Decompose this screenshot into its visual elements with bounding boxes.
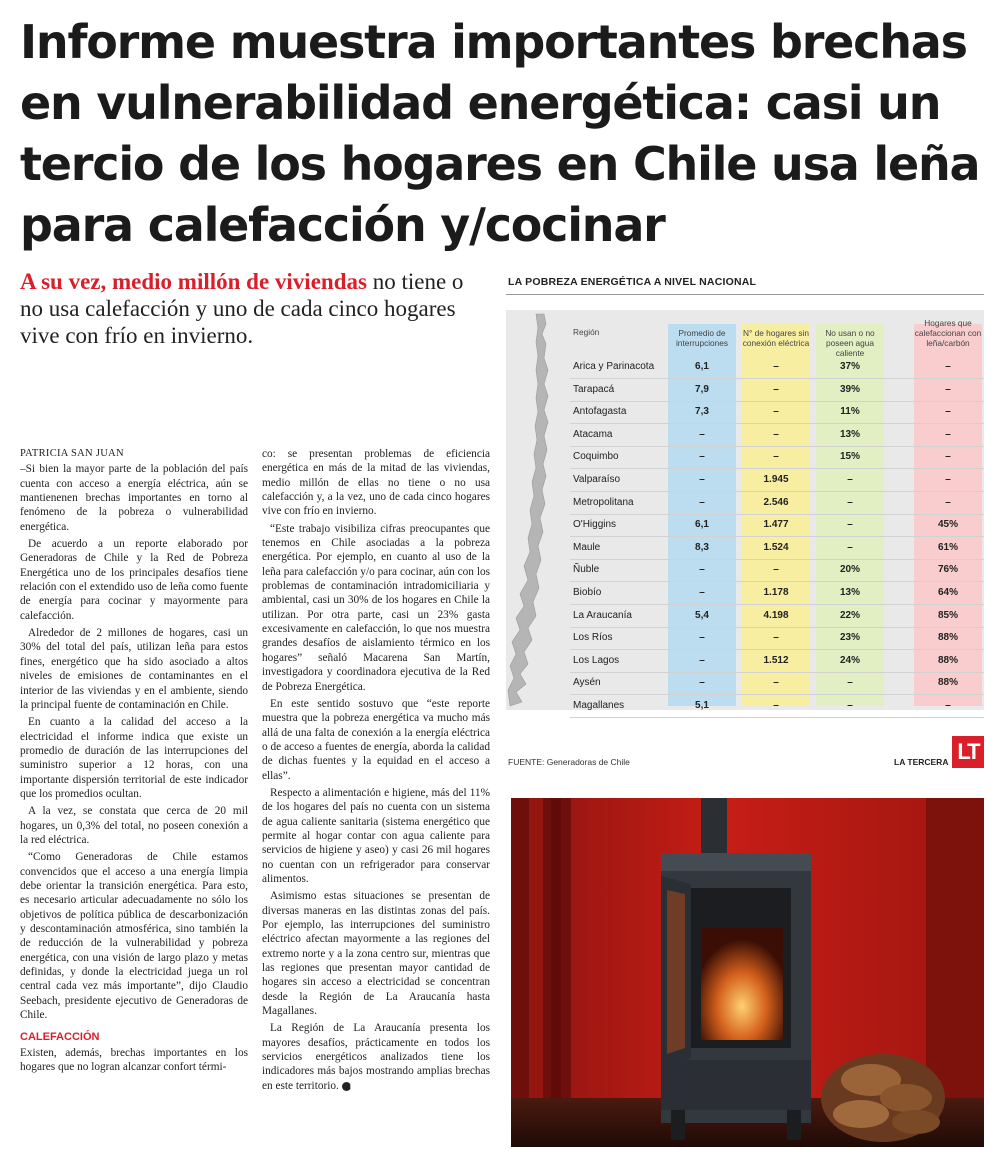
table-row — [506, 695, 984, 718]
article-column-1 — [20, 447, 248, 1077]
cell-agua: – — [847, 496, 853, 508]
cell-interrupciones: – — [699, 473, 705, 485]
table-row — [506, 424, 984, 447]
cell-agua: 24% — [839, 654, 860, 666]
cell-interrupciones: 7,9 — [695, 383, 709, 395]
cell-sin-conexion: – — [773, 361, 779, 372]
header-region: Región — [573, 327, 600, 337]
table-row — [506, 627, 984, 650]
table-row — [506, 492, 984, 515]
cell-sin-conexion: 1.945 — [763, 473, 789, 485]
cell-lena: 61% — [937, 541, 958, 553]
cell-sin-conexion: – — [773, 564, 779, 576]
row-separator — [570, 717, 984, 718]
header-agua: No usan o no poseen agua caliente — [825, 328, 875, 358]
end-mark-icon: P — [342, 1082, 351, 1091]
paragraph: En este sentido sostuvo que “este reporte muestra que la pobreza energética va mucho más allá de una falta de conexión a la energía eléctrica o de acceso a fuentes de energía, aborda la calidad de dichas fuentes y la equidad en el acceso a ellas”. — [262, 697, 490, 782]
region-name: La Araucanía — [573, 609, 632, 621]
cell-lena: 88% — [937, 677, 958, 689]
cell-interrupciones: 7,3 — [695, 406, 709, 418]
cell-sin-conexion: – — [773, 677, 779, 689]
region-name: Metropolitana — [573, 496, 634, 508]
cell-sin-conexion: – — [773, 632, 779, 644]
cell-agua: – — [847, 519, 853, 531]
cell-lena: – — [945, 428, 951, 440]
header-sin-conexion: N° de hogares sin conexión eléctrica — [742, 328, 810, 348]
paragraph: Existen, además, brechas importantes en los hogares que no logran alcanzar confort térmi- — [20, 1046, 248, 1074]
paragraph: A la vez, se constata que cerca de 20 mil hogares, un 0,3% del total, no poseen conexión a la red eléctrica. — [20, 805, 248, 846]
region-name: Aysén — [573, 677, 601, 689]
table-row — [506, 582, 984, 605]
region-name: O'Higgins — [573, 519, 617, 531]
cell-lena: – — [945, 361, 951, 372]
table-row — [506, 605, 984, 628]
cell-lena: – — [945, 406, 951, 418]
cell-interrupciones: – — [699, 654, 705, 666]
paragraph: Asimismo estas situaciones se presentan de diversas maneras en las distintas zonas del país. Por ejemplo, las interrupciones del suministro eléctrico afectan mayormente a las regiones del extremo norte y a la zona centro sur, mientras que las regiones que presentan mayor cantidad de hogares sin acceso a electricidad se concentran desde la Región de La Araucanía hasta Magallanes. — [262, 890, 490, 1018]
table-row — [506, 356, 984, 379]
cell-lena: – — [945, 383, 951, 395]
paragraph-text: La Región de La Araucanía presenta los mayores desafíos, prácticamente en todos los servicios energéticos analizados tiene los indicadores más bajos mostrando amplias brechas en este territorio. — [262, 1022, 490, 1092]
cell-lena: 64% — [937, 586, 958, 598]
table-row — [506, 469, 984, 492]
region-name: Atacama — [573, 428, 613, 440]
cell-agua: – — [847, 677, 853, 689]
cell-agua: 22% — [839, 609, 860, 621]
title-rule — [506, 294, 984, 295]
region-name: Coquimbo — [573, 451, 619, 463]
region-name: Ñuble — [573, 564, 600, 576]
cell-lena: – — [945, 496, 951, 508]
table-row — [506, 559, 984, 582]
cell-sin-conexion: – — [773, 383, 779, 395]
region-name: Magallanes — [573, 699, 625, 711]
table-row — [506, 537, 984, 560]
paragraph: “Este trabajo visibiliza cifras preocupantes que tenemos en Chile asociadas a la pobreza energética. Por ejemplo, en cuanto al uso de la leña para calefacción y/o para cocinar, aún con los problemas de contaminación intradomiciliaria y ambiental, casi un 30% de los hogares en Chile la utilizan. Por otra parte, casi un 23% gasta excesivamente en calefacción, lo que nos muestra grandes desafíos de aislamiento térmico en los hogares” señaló Macarena San Martín, investigadora y coordinadora ejecutiva de la Red de Pobreza Energética. — [262, 522, 490, 693]
cell-lena: 85% — [937, 609, 958, 621]
cell-sin-conexion: 2.546 — [763, 496, 789, 508]
cell-agua: 11% — [840, 406, 860, 418]
la-tercera-logo: LT — [952, 736, 984, 768]
region-name: Valparaíso — [573, 473, 621, 485]
cell-interrupciones: – — [699, 428, 705, 440]
region-name: Arica y Parinacota — [573, 361, 655, 372]
cell-agua: 13% — [839, 428, 860, 440]
paragraph: De acuerdo a un reporte elaborado por Generadoras de Chile y la Red de Pobreza Energética uno de los principales desafíos tiene relación con el extendido uso de leña como fuente de energía para cocinar y mayormente para calefacción. — [20, 538, 248, 622]
table-body — [506, 356, 984, 718]
cell-sin-conexion: – — [773, 451, 779, 463]
cell-interrupciones: – — [699, 677, 705, 689]
cell-interrupciones: 8,3 — [695, 541, 709, 553]
wood-stove-photo — [511, 798, 984, 1147]
cell-interrupciones: 6,1 — [695, 519, 709, 531]
infographic-title: LA POBREZA ENERGÉTICA A NIVEL NACIONAL — [508, 276, 757, 288]
table-row — [506, 514, 984, 537]
source-note: FUENTE: Generadoras de Chile — [508, 757, 630, 767]
cell-interrupciones: – — [699, 496, 705, 508]
cell-lena: – — [945, 451, 951, 463]
paragraph: co: se presentan problemas de eficiencia energética en más de la mitad de las viviendas, medio millón de ellas no tiene o no usa calefacción y, a la vez, uno de cada cinco hogares vive con frío en invierno. — [262, 448, 490, 518]
cell-agua: – — [847, 473, 853, 485]
table-row — [506, 650, 984, 673]
lede-text: no tiene o no usa calefacción y uno de cada cinco hogares vive con frío en invierno. — [20, 269, 464, 348]
cell-sin-conexion: – — [773, 699, 779, 711]
region-name: Maule — [573, 541, 601, 553]
cell-agua: – — [847, 541, 853, 553]
header-interrupciones: Promedio de interrupciones — [675, 328, 729, 348]
byline: PATRICIA SAN JUAN — [20, 448, 124, 459]
cell-agua: – — [847, 699, 853, 711]
cell-sin-conexion: – — [773, 406, 779, 418]
cell-agua: 23% — [839, 632, 860, 644]
table-row — [506, 401, 984, 424]
table-row — [506, 379, 984, 402]
paragraph: “Como Generadoras de Chile estamos convencidos que el acceso a una energía limpia debe orientar la transición energética. Para esto, es necesario articular adecuadamente no sólo los objetivos de política pública de descarbonización y descontaminación atmosférica, sino también la de reducción de la vulnerabilidad y pobreza energética, con una visión de largo plazo y metas definidas, y donde la electricidad juega un rol central cada vez más importante”, dijo Claudio Seebach, presidente ejecutivo de Generadoras de Chile. — [20, 851, 248, 1022]
cell-interrupciones: – — [699, 564, 705, 576]
cell-sin-conexion: 1.512 — [763, 654, 789, 666]
cell-sin-conexion: 1.524 — [763, 541, 789, 553]
article-column-2 — [262, 447, 490, 1096]
cell-agua: 37% — [839, 361, 860, 372]
cell-interrupciones: – — [699, 632, 705, 644]
lede — [20, 268, 490, 349]
headline: Informe muestra importantes brechas en vulnerabilidad energética: casi un tercio de los hogares en Chile usa leña para calefacción y/cocinar — [20, 15, 980, 252]
cell-lena: 88% — [937, 632, 958, 644]
region-name: Biobío — [573, 586, 602, 598]
table-row — [506, 446, 984, 469]
cell-sin-conexion: 4.198 — [763, 609, 789, 621]
subhead-calefaccion: CALEFACCIÓN — [20, 1031, 100, 1044]
cell-agua: 13% — [839, 586, 860, 598]
cell-interrupciones: 6,1 — [695, 361, 709, 372]
region-name: Los Ríos — [573, 632, 613, 644]
cell-interrupciones: 5,4 — [695, 609, 709, 621]
cell-lena: – — [945, 473, 951, 485]
header-lena: Hogares que calefaccionan con leña/carbón — [914, 318, 982, 348]
cell-sin-conexion: – — [773, 428, 779, 440]
lede-highlight: A su vez, medio millón de viviendas — [20, 269, 367, 294]
region-name: Tarapacá — [573, 383, 615, 395]
cell-interrupciones: 5,1 — [695, 699, 709, 711]
cell-lena: 45% — [937, 519, 958, 531]
cell-sin-conexion: 1.477 — [763, 519, 789, 531]
cell-sin-conexion: 1.178 — [763, 586, 789, 598]
paragraph — [262, 1021, 490, 1093]
cell-agua: 20% — [839, 564, 860, 576]
paragraph: –Si bien la mayor parte de la población del país cuenta con acceso a energía eléctrica, aún se mantienenen brechas importantes en torno al fenómeno de la pobreza o vulnerabilidad energética. — [20, 463, 248, 533]
cell-interrupciones: – — [699, 451, 705, 463]
table-row — [506, 672, 984, 695]
cell-lena: 76% — [937, 564, 958, 576]
infographic — [506, 270, 986, 775]
paragraph: Alrededor de 2 millones de hogares, casi un 30% del total del país, utilizan leña para estos fines, energético que ha sido asociado a altos niveles de emisiones de contaminantes en el interior de las viviendas y en el ambiente, siendo la principal fuente de contaminación en Chile. — [20, 627, 248, 711]
cell-lena: – — [945, 699, 951, 711]
credit: LA TERCERA — [894, 757, 949, 767]
region-name: Antofagasta — [573, 406, 627, 418]
paragraph: Respecto a alimentación e higiene, más del 11% de los hogares del país no cuenta con un sistema de agua caliente sanitaria (sistema energético que permite al hogar contar con agua caliente para servicios de higiene y aseo) y casi 26 mil hogares no cuentan con un refrigerador para conservar alimentos. — [262, 786, 490, 885]
cell-agua: 15% — [839, 451, 860, 463]
paragraph: En cuanto a la calidad del acceso a la electricidad el informe indica que existe un promedio de duración de las interrupciones del suministro superior a 12 horas, con una importante dispersión territorial de este indicador que los promedios ocultan. — [20, 716, 248, 800]
region-name: Los Lagos — [573, 654, 620, 666]
cell-agua: 39% — [839, 383, 860, 395]
cell-lena: 88% — [937, 654, 958, 666]
cell-interrupciones: – — [699, 586, 705, 598]
